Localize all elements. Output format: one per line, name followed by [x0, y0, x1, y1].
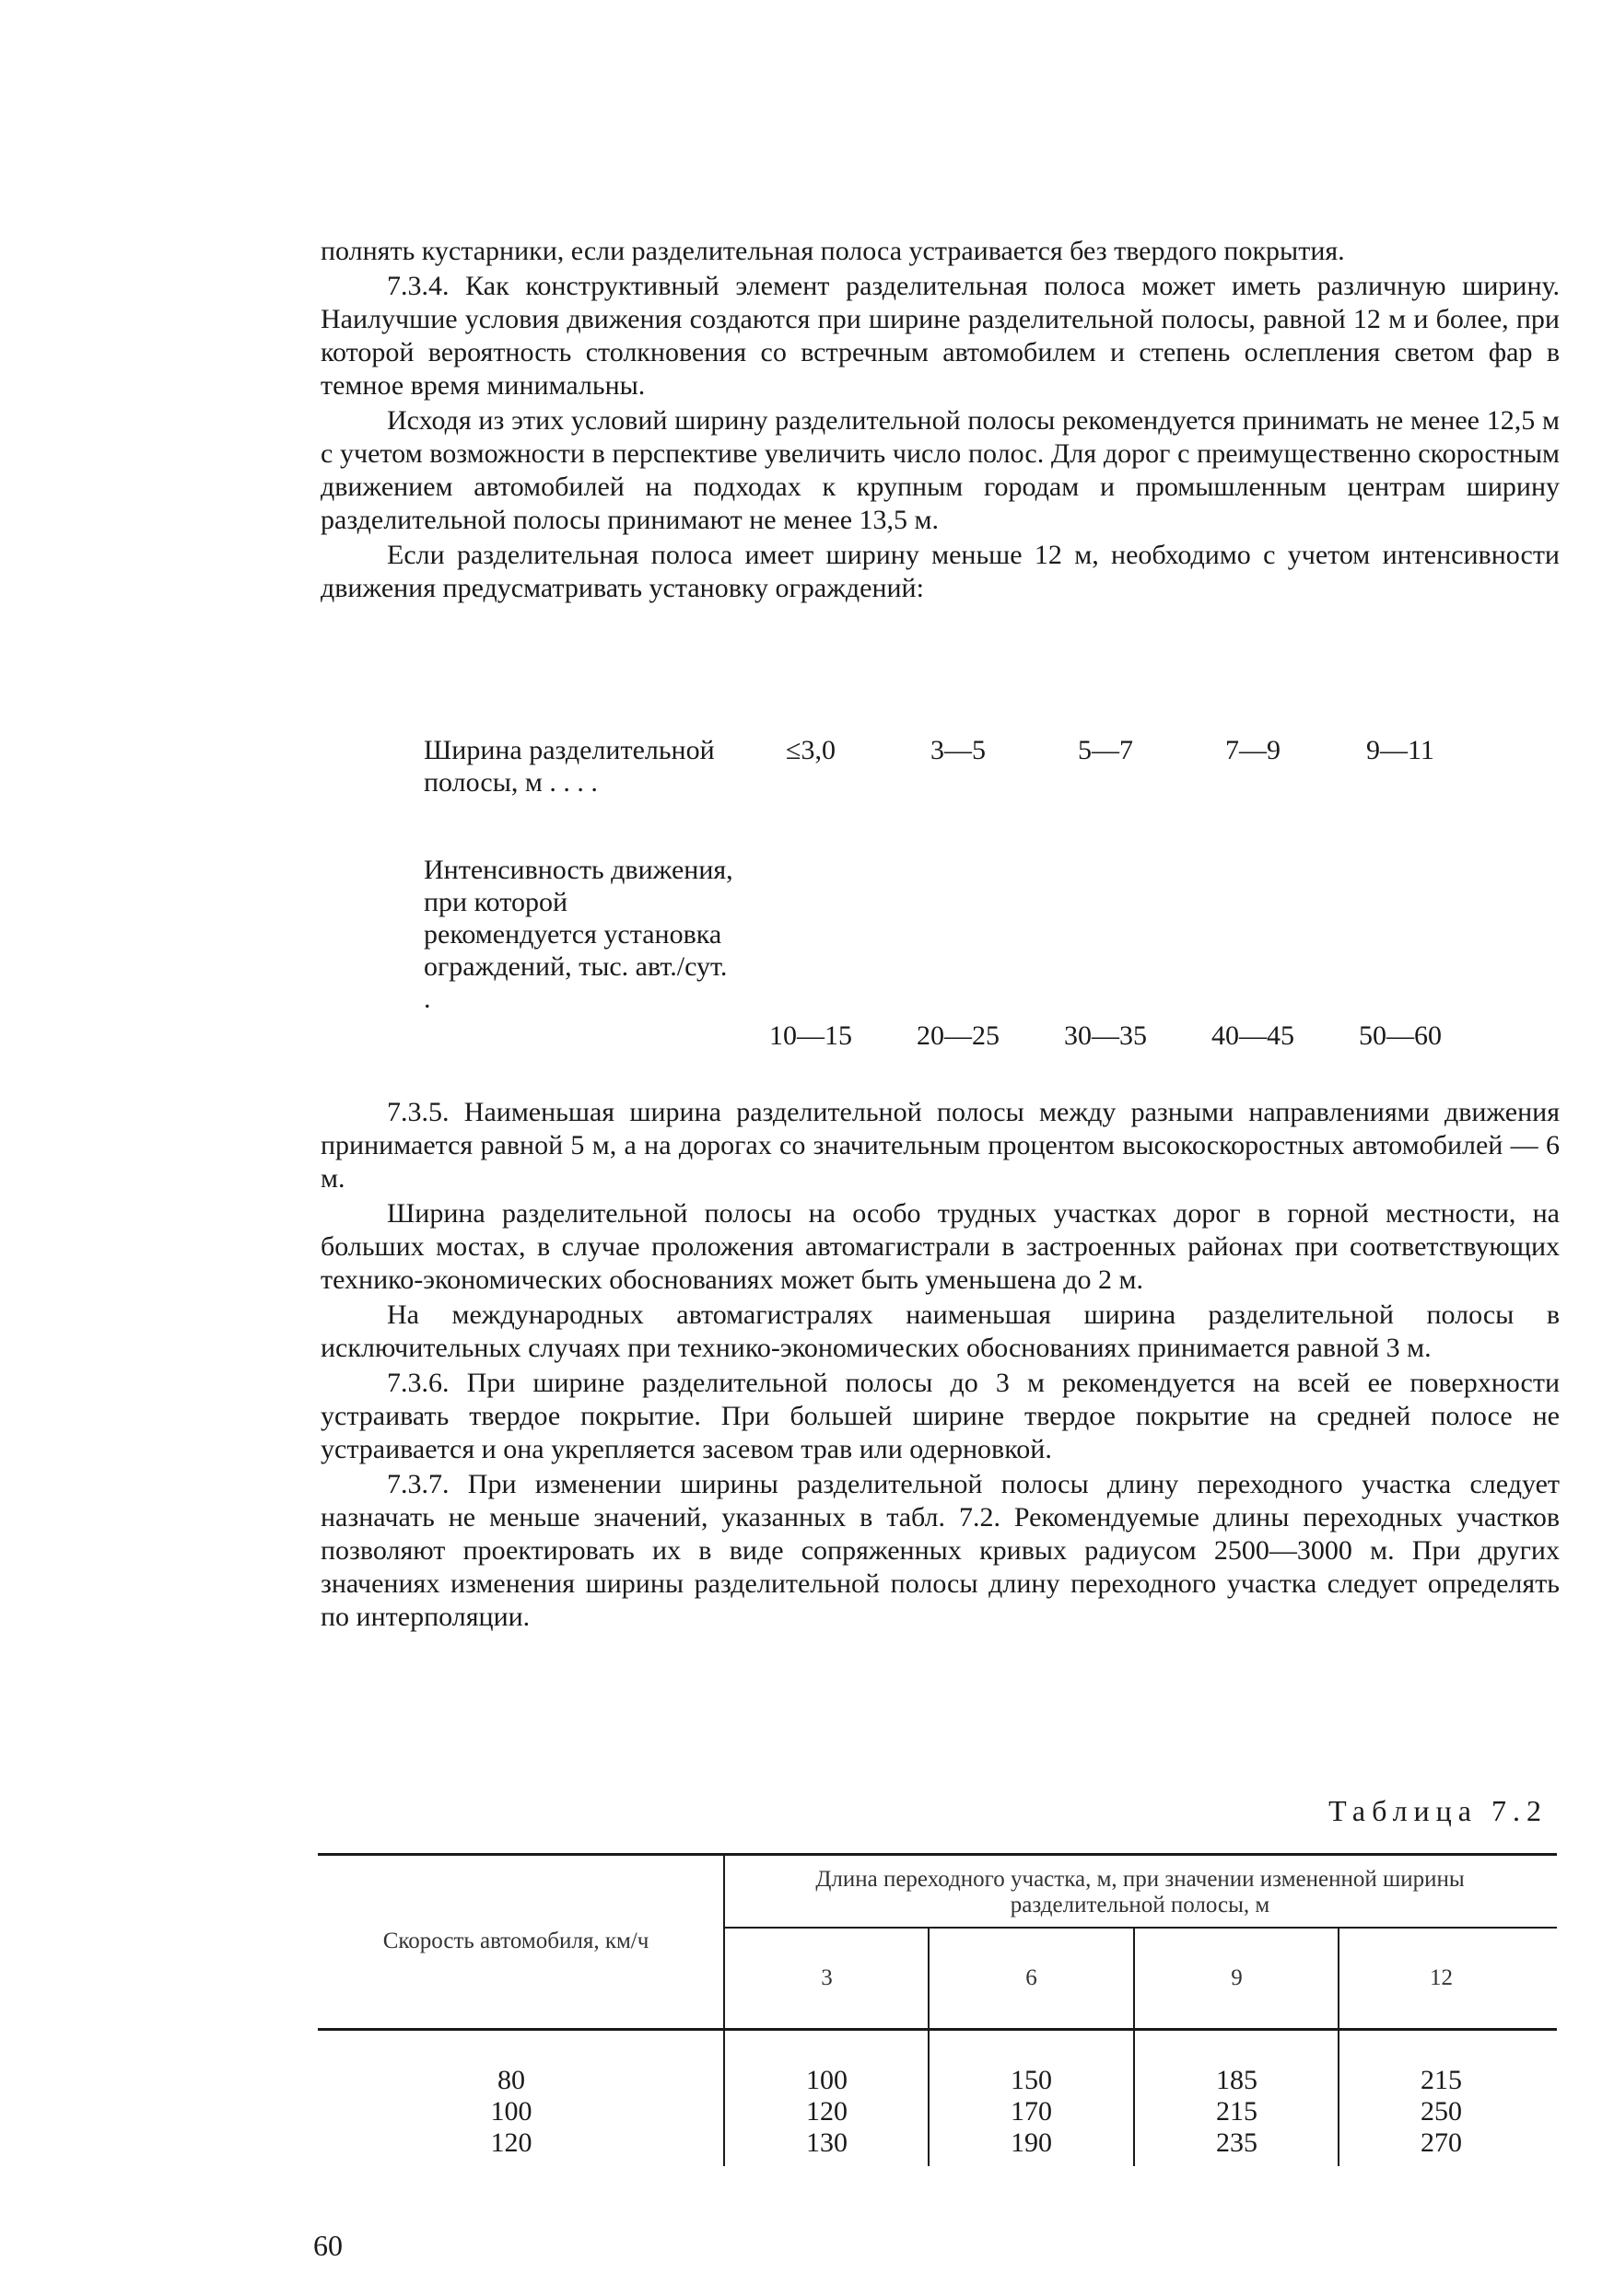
- paragraph: полнять кустарники, если разделительная полоса устраивается без твердого покрытия.: [321, 236, 1345, 266]
- length-group-header: Длина переходного участка, м, при значении измененной ширины разделительной полосы, м: [815, 1867, 1465, 1917]
- table-cell: 80: [497, 2065, 525, 2095]
- table-cell: 215: [1421, 2065, 1462, 2095]
- intensity-value: 10—15: [769, 1020, 852, 1051]
- paragraph: Если разделительная полоса имеет ширину меньше 12 м, необходимо с учетом интенсивности движения предусматривать установку ограждений:: [321, 540, 1560, 603]
- width-value: 7—9: [1225, 735, 1281, 765]
- table-cell: 130: [806, 2127, 848, 2158]
- paragraph: На международных автомагистралях наименьшая ширина разделительной полосы в исключительных случаях при технико-экономических обоснованиях принимается равной 3 м.: [321, 1300, 1560, 1363]
- table-header-rule: [318, 2028, 1557, 2031]
- table-cell: 100: [806, 2065, 848, 2095]
- paragraph: Ширина разделительной полосы на особо трудных участках дорог в горной местности, на больших мостах, в случае проложения автомагистрали в застроенных районах при соответствующих технико-экономических обоснованиях может быть уменьшена до 2 м.: [321, 1198, 1560, 1295]
- table-caption: Таблица 7.2: [1328, 1794, 1548, 1827]
- length-column-9: [1138, 2065, 1336, 2159]
- table-top-rule: [318, 1853, 1557, 1856]
- length-column-12: [1342, 2065, 1540, 2159]
- paragraph: 7.3.4. Как конструктивный элемент разделительная полоса может иметь различную ширину. Наилучшие условия движения создаются при ширине разделительной полосы, равной 12 м и более, при которой вероятность столкновения со встречным автомобилем и степень ослепления светом фар в темное время минимальны.: [321, 271, 1560, 401]
- paragraph: Исходя из этих условий ширину разделительной полосы рекомендуется принимать не менее 12,5 м с учетом возможности в перспективе увеличить число полос. Для дорог с преимущественно скоростным движением автомобилей на подходах к крупным городам и промышленным центрам ширину разделительной полосы принимают не менее 13,5 м.: [321, 405, 1560, 535]
- body-text-top: [321, 235, 1560, 605]
- width-value: ≤3,0: [786, 735, 836, 765]
- transition-length-table: [318, 1853, 1557, 2185]
- paragraph: 7.3.6. При ширине разделительной полосы до 3 м рекомендуется на всей ее поверхности устраивать твердое покрытие. При большей ширине твердое покрытие на средней полосе не устраивается и она укрепляется засевом трав или одерновкой.: [321, 1368, 1560, 1464]
- table-group-rule: [723, 1927, 1557, 1929]
- table-cell: 100: [490, 2096, 532, 2127]
- intensity-value: 50—60: [1359, 1020, 1442, 1051]
- intensity-value: 20—25: [917, 1020, 1000, 1051]
- table-cell: 250: [1421, 2096, 1462, 2127]
- table-divider: [928, 1927, 930, 2166]
- table-cell: 215: [1216, 2096, 1257, 2127]
- speed-column: [318, 2065, 705, 2159]
- table-cell: 120: [806, 2096, 848, 2127]
- width-subheader: 6: [1025, 1965, 1037, 1990]
- intensity-row-label: Интенсивность движения, при которой рекомендуется установка ограждений, тыс. авт./сут. .: [424, 855, 733, 1014]
- body-text-bottom: [321, 1096, 1560, 1634]
- table-cell: 270: [1421, 2127, 1462, 2158]
- intensity-value: 40—45: [1211, 1020, 1294, 1051]
- width-value: 5—7: [1078, 735, 1133, 765]
- table-cell: 120: [490, 2127, 532, 2158]
- table-cell: 235: [1216, 2127, 1257, 2158]
- table-divider: [1338, 1927, 1339, 2166]
- paragraph: 7.3.7. При изменении ширины разделительной полосы длину переходного участка следует назначать не меньше значений, указанных в табл. 7.2. Рекомендуемые длины переходных участков позволяют проектировать их в виде сопряженных кривых радиусом 2500—3000 м. При других значениях изменения ширины разделительной полосы длину переходного участка следует определять по интерполяции.: [321, 1469, 1560, 1632]
- length-column-6: [932, 2065, 1130, 2159]
- width-row-label: Ширина разделительной полосы, м . . . .: [424, 735, 715, 798]
- table-divider: [1133, 1927, 1135, 2166]
- width-subheader: 9: [1231, 1965, 1243, 1990]
- intensity-value: 30—35: [1064, 1020, 1147, 1051]
- table-divider: [723, 1853, 725, 2166]
- width-subheader: 12: [1430, 1965, 1453, 1990]
- width-subheader: 3: [821, 1965, 833, 1990]
- paragraph: 7.3.5. Наименьшая ширина разделительной полосы между разными направлениями движения принимается равной 5 м, а на дорогах со значительным процентом высокоскоростных автомобилей — 6 м.: [321, 1097, 1560, 1194]
- page-number: 60: [313, 2229, 343, 2262]
- table-cell: 185: [1216, 2065, 1257, 2095]
- speed-column-header: Скорость автомобиля, км/ч: [382, 1929, 649, 1953]
- table-cell: 170: [1011, 2096, 1052, 2127]
- width-value: 3—5: [930, 735, 986, 765]
- table-cell: 190: [1011, 2127, 1052, 2158]
- width-value: 9—11: [1366, 735, 1434, 765]
- table-cell: 150: [1011, 2065, 1052, 2095]
- length-column-3: [728, 2065, 926, 2159]
